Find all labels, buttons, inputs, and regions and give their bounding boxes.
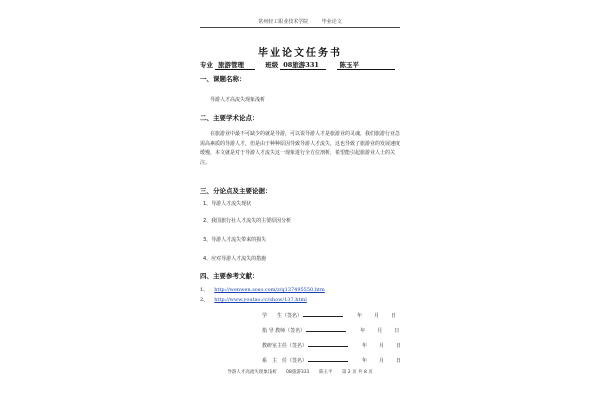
document-title: 毕业论文任务书	[258, 48, 342, 59]
point-item-1: 1、导游人才流失现状	[203, 201, 252, 207]
class-label: 班级	[265, 61, 279, 69]
footer-topic: 导游人才高流失现象浅析	[227, 370, 277, 375]
month-label: 月	[374, 313, 380, 319]
point-item-3: 3、导游人才流失带来的损失	[203, 237, 267, 243]
month-label: 月	[379, 343, 385, 349]
day-label: 日	[394, 328, 400, 334]
signature-row-advisor	[262, 327, 399, 334]
signature-line[interactable]	[308, 361, 348, 362]
day-label: 日	[396, 343, 402, 349]
signature-row-student	[262, 312, 396, 319]
year-label: 年	[362, 343, 368, 349]
signature-line[interactable]	[303, 316, 343, 317]
page-header	[0, 18, 600, 25]
signature-label: 教研室主任（签名）	[262, 343, 308, 349]
signature-label: 系 主 任（签名）	[262, 358, 308, 364]
footer-name: 陈玉平	[318, 370, 333, 375]
student-name: 陈玉平	[337, 60, 395, 70]
signature-row-dept-head	[262, 357, 401, 364]
argument-paragraph: 在旅游业中最不可缺少的就是导游，可以说导游人才是旅游业的灵魂，我们旅游行业急需高素质的导游人才，但是由于种种原因导致导游人才流失，这也导致了旅游业的发展速度缓慢，本文就是对于导游人才流失这一现象进行全方位剖析，希望能引起旅游业人士的关注。	[200, 131, 401, 166]
page-footer	[0, 369, 600, 375]
header-school: 常州轻工职业技术学院	[258, 19, 309, 25]
year-label: 年	[360, 328, 366, 334]
reference-item-2	[200, 296, 307, 303]
student-info-line	[200, 60, 395, 70]
reference-item-1	[200, 286, 325, 293]
point-item-4: 4、应对导游人才流失的措施	[203, 256, 267, 262]
class-value: 08旅游331	[280, 60, 326, 70]
month-label: 月	[377, 328, 383, 334]
reference-link[interactable]: http://www.youtao.cc/show/137.html	[214, 297, 307, 303]
section-1-title: 一、课题名称：	[200, 75, 246, 83]
signature-label: 学 生（签名）	[262, 313, 303, 319]
footer-page-number: 第 2 页 共 8 页	[341, 370, 373, 375]
month-label: 月	[379, 358, 385, 364]
section-4-title: 四、主要参考文献：	[200, 272, 259, 280]
signature-line[interactable]	[306, 331, 346, 332]
reference-number: 2、	[200, 297, 209, 303]
footer-class: 08旅游331	[286, 370, 310, 375]
header-divider	[200, 27, 400, 28]
header-doc-type: 毕业论文	[321, 19, 342, 25]
signature-line[interactable]	[308, 346, 348, 347]
day-label: 日	[391, 313, 397, 319]
signature-row-office-director	[262, 342, 401, 349]
major-label: 专业	[200, 61, 213, 69]
signature-label: 指 导 教师（签名）	[262, 328, 306, 334]
section-3-title: 三、分论点及主要论据：	[200, 187, 272, 195]
section-2-title: 二、主要学术论点：	[200, 114, 259, 122]
year-label: 年	[357, 313, 363, 319]
reference-link[interactable]: http://wenwen.soso.com/z/q137495550.htm	[214, 287, 325, 293]
reference-number: 1、	[200, 287, 209, 293]
day-label: 日	[396, 358, 402, 364]
year-label: 年	[362, 358, 368, 364]
major-value: 旅游管理	[215, 60, 255, 70]
topic-text: 导游人才高流失现象浅析	[210, 97, 266, 103]
point-item-2: 2、我国旅行社人才流失的主要原因分析	[203, 218, 292, 224]
